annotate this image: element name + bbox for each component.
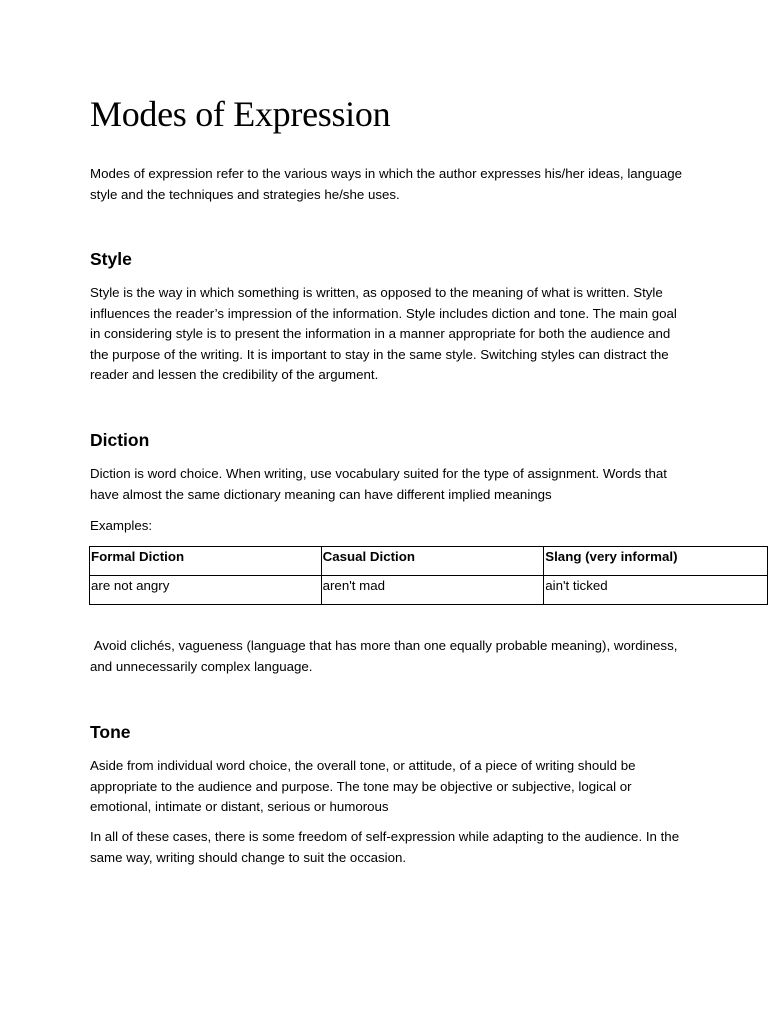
examples-label: Examples: xyxy=(90,518,153,533)
tone-heading: Tone xyxy=(90,722,131,742)
diction-examples-table xyxy=(89,546,768,605)
intro-paragraph: Modes of expression refer to the various ways in which the author expresses his/her ideas, language style and the techniques and strategies he/she uses. xyxy=(90,166,683,202)
table-cell-casual: aren't mad xyxy=(321,576,544,605)
table-cell-slang: ain't ticked xyxy=(544,576,768,605)
diction-heading: Diction xyxy=(90,430,150,450)
tone-closing-paragraph: In all of these cases, there is some freedom of self-expression while adapting to the audience. In the same way, writing should change to suit the occasion. xyxy=(90,829,680,865)
table-header-row xyxy=(90,547,768,576)
table-cell-formal: are not angry xyxy=(90,576,322,605)
diction-advice-paragraph: Avoid clichés, vagueness (language that has more than one equally probable meaning), wordiness, and unnecessarily complex language. xyxy=(90,638,682,674)
tone-paragraph: Aside from individual word choice, the overall tone, or attitude, of a piece of writing should be appropriate to the audience and purpose. The tone may be objective or subjective, logical or emotional, intimate or distant, serious or humorous xyxy=(90,758,636,814)
table-row xyxy=(90,576,768,605)
table-header-formal: Formal Diction xyxy=(90,547,322,576)
table-header-casual: Casual Diction xyxy=(321,547,544,576)
document-title: Modes of Expression xyxy=(90,94,391,134)
table-header-slang: Slang (very informal) xyxy=(544,547,768,576)
diction-paragraph: Diction is word choice. When writing, use vocabulary suited for the type of assignment. Words that have almost the same dictionary meaning can have different implied meanings xyxy=(90,466,667,502)
style-paragraph: Style is the way in which something is written, as opposed to the meaning of what is written. Style influences the reader’s impression of the information. Style includes diction and tone. The main goal in considering style is to present the information in a manner appropriate for both the audience and the purpose of the writing. It is important to stay in the same style. Switching styles can distract the reader and lessen the credibility of the argument. xyxy=(90,285,677,382)
style-heading: Style xyxy=(90,249,132,269)
